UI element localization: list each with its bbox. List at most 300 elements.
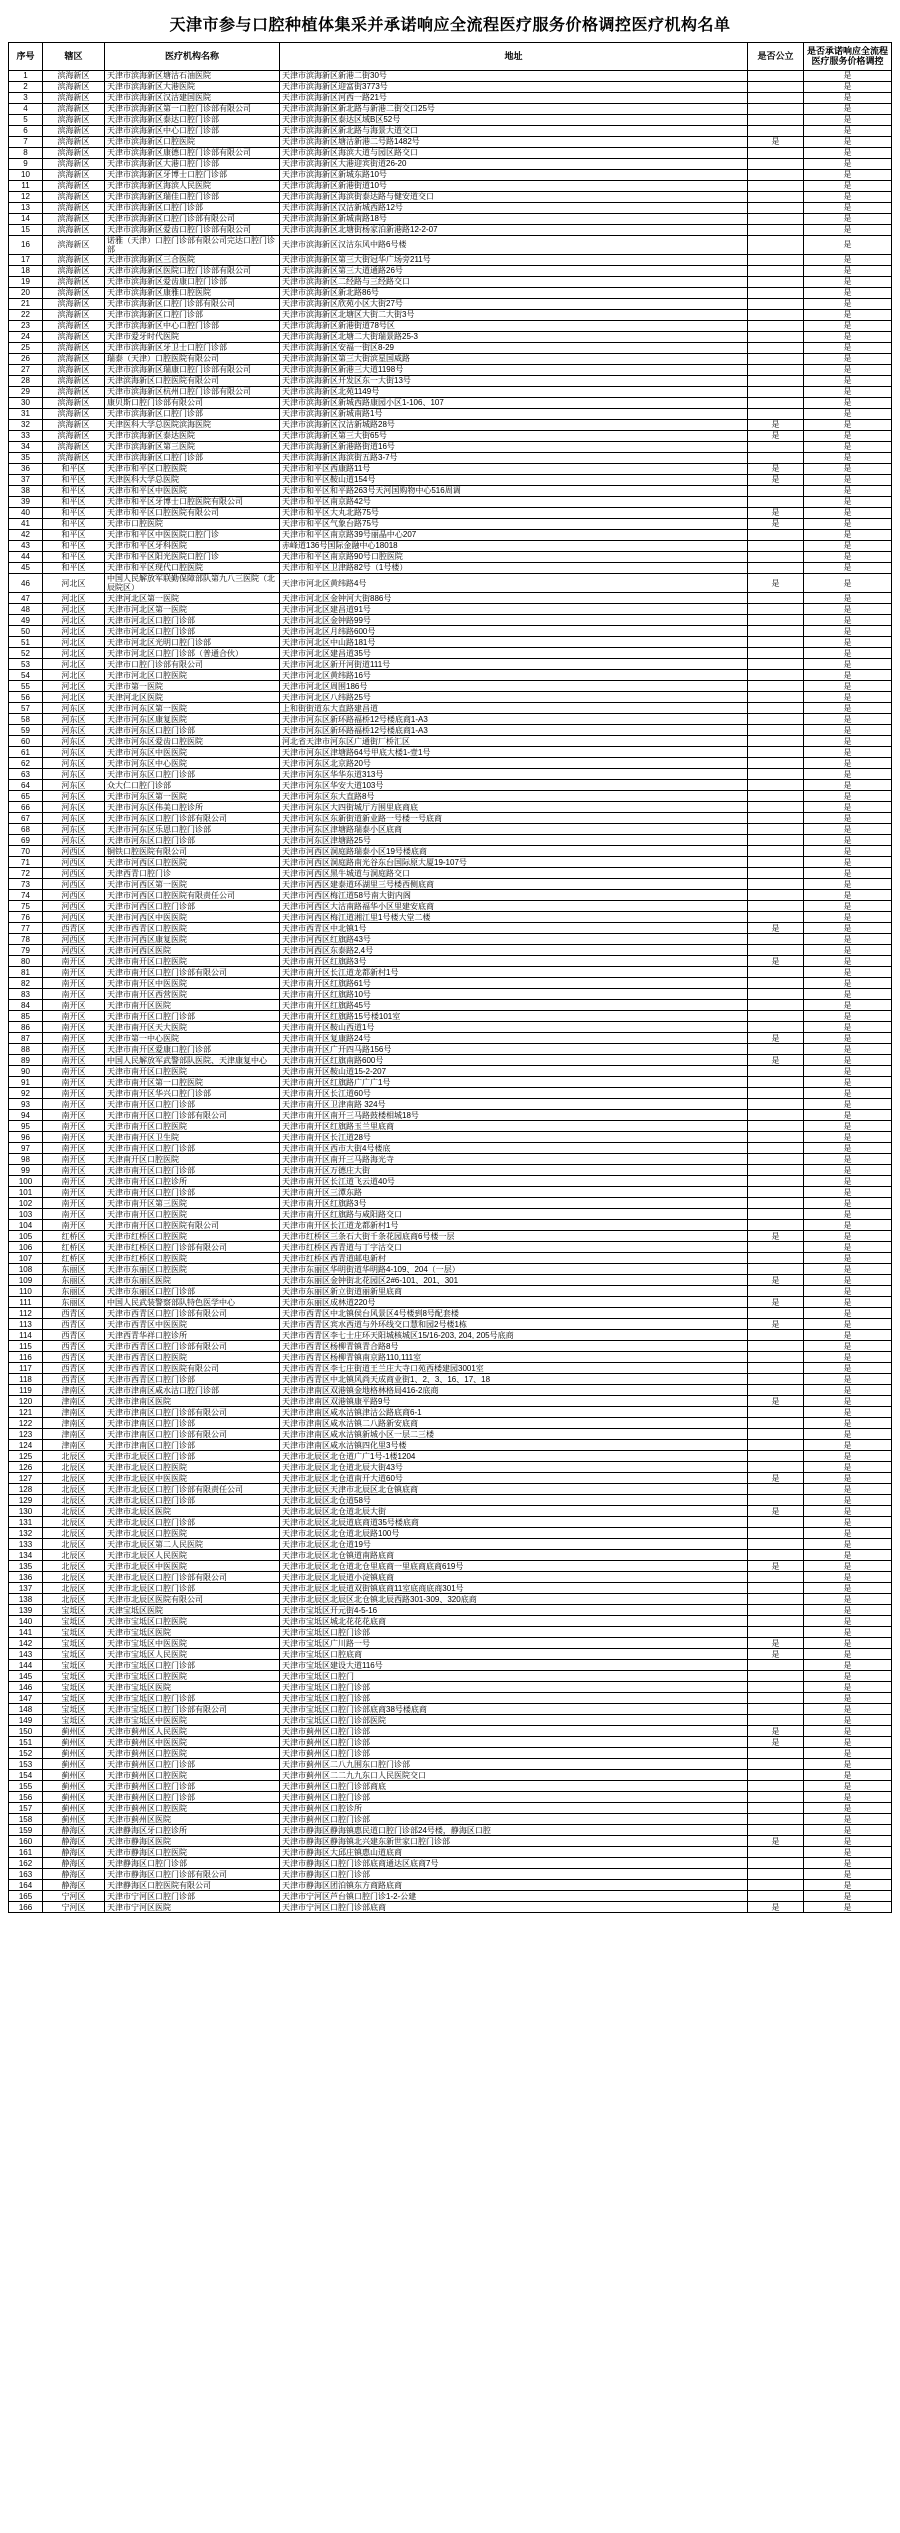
cell-is-public (748, 901, 804, 912)
cell-is-public: 是 (748, 1231, 804, 1242)
table-row (9, 1297, 892, 1308)
table-row (9, 530, 892, 541)
table-row (9, 1176, 892, 1187)
cell-is-public (748, 758, 804, 769)
cell-org-name: 天津市北辰区医院 (105, 1506, 280, 1517)
cell-address: 天津市滨海新区海滨街泰达路与健安道交口 (280, 191, 748, 202)
cell-price-commitment: 是 (804, 802, 892, 813)
table-row (9, 747, 892, 758)
cell-price-commitment: 是 (804, 1858, 892, 1869)
cell-address: 天津市津南区双港镇康平路9号 (280, 1396, 748, 1407)
table-row (9, 1858, 892, 1869)
table-row (9, 1319, 892, 1330)
cell-org-name: 天津市滨海新区爱齿口腔门诊部有限公司 (105, 224, 280, 235)
cell-org-name: 天津市津南区口腔门诊部有限公司 (105, 1407, 280, 1418)
cell-address: 天津市北辰区天津市北辰区北仓镇底商 (280, 1484, 748, 1495)
cell-index: 105 (9, 1231, 43, 1242)
cell-address: 天津市河北区黄纬路16号 (280, 670, 748, 681)
cell-district: 滨海新区 (43, 398, 105, 409)
cell-index: 149 (9, 1715, 43, 1726)
table-row (9, 1242, 892, 1253)
cell-org-name: 天津市北辰区中医医院 (105, 1473, 280, 1484)
cell-district: 北辰区 (43, 1583, 105, 1594)
cell-is-public (748, 288, 804, 299)
cell-index: 55 (9, 681, 43, 692)
cell-index: 99 (9, 1165, 43, 1176)
cell-district: 西青区 (43, 1341, 105, 1352)
cell-price-commitment: 是 (804, 1187, 892, 1198)
cell-is-public: 是 (748, 1055, 804, 1066)
cell-org-name: 天津市南开区口腔医院 (105, 956, 280, 967)
cell-district: 南开区 (43, 1220, 105, 1231)
cell-address: 天津市静海区大邱庄镇惠山道底商 (280, 1847, 748, 1858)
cell-is-public (748, 1132, 804, 1143)
cell-district: 北辰区 (43, 1517, 105, 1528)
cell-address: 天津市西青区中北镇侯台风景区4号楼到8号配套楼 (280, 1308, 748, 1319)
cell-price-commitment: 是 (804, 1682, 892, 1693)
cell-district: 宝坻区 (43, 1693, 105, 1704)
cell-price-commitment: 是 (804, 191, 892, 202)
cell-is-public (748, 1572, 804, 1583)
cell-index: 128 (9, 1484, 43, 1495)
cell-org-name: 中国人民解放军联勤保障部队第九八三医院（北辰院区） (105, 574, 280, 593)
cell-district: 静海区 (43, 1858, 105, 1869)
cell-is-public (748, 70, 804, 81)
table-row (9, 475, 892, 486)
cell-is-public (748, 692, 804, 703)
cell-address: 赤峰道136号国际金融中心18018 (280, 541, 748, 552)
cell-index: 48 (9, 604, 43, 615)
cell-price-commitment: 是 (804, 420, 892, 431)
cell-price-commitment: 是 (804, 541, 892, 552)
cell-index: 12 (9, 191, 43, 202)
cell-org-name: 天津市滨海新区医院口腔门诊部有限公司 (105, 266, 280, 277)
table-row (9, 1715, 892, 1726)
cell-org-name: 天津市北辰区口腔门诊部 (105, 1583, 280, 1594)
table-row (9, 1308, 892, 1319)
cell-district: 滨海新区 (43, 92, 105, 103)
table-row (9, 288, 892, 299)
cell-address: 河北省天津市河东区广通街厂桥汇区 (280, 736, 748, 747)
cell-index: 65 (9, 791, 43, 802)
cell-district: 滨海新区 (43, 409, 105, 420)
cell-district: 北辰区 (43, 1473, 105, 1484)
cell-index: 126 (9, 1462, 43, 1473)
cell-district: 河北区 (43, 593, 105, 604)
cell-index: 89 (9, 1055, 43, 1066)
table-row (9, 354, 892, 365)
cell-address: 天津市滨海新区欣苑小区大街27号 (280, 299, 748, 310)
table-row (9, 431, 892, 442)
cell-district: 河东区 (43, 758, 105, 769)
cell-index: 82 (9, 978, 43, 989)
cell-district: 宝坻区 (43, 1715, 105, 1726)
cell-org-name: 天津市北辰区口腔医院 (105, 1462, 280, 1473)
cell-price-commitment: 是 (804, 1704, 892, 1715)
cell-price-commitment: 是 (804, 1836, 892, 1847)
cell-address: 天津市宝坻区口腔门诊部 (280, 1682, 748, 1693)
cell-org-name: 天津市滨海新区口腔门诊部 (105, 202, 280, 213)
cell-district: 河东区 (43, 813, 105, 824)
cell-index: 84 (9, 1000, 43, 1011)
cell-org-name: 天津市河北区口腔医院 (105, 670, 280, 681)
cell-price-commitment: 是 (804, 1154, 892, 1165)
cell-address: 天津市河东区东大直路8号 (280, 791, 748, 802)
table-row (9, 365, 892, 376)
cell-district: 滨海新区 (43, 266, 105, 277)
cell-district: 宁河区 (43, 1902, 105, 1913)
cell-index: 1 (9, 70, 43, 81)
table-row (9, 1902, 892, 1913)
cell-district: 滨海新区 (43, 169, 105, 180)
table-row (9, 956, 892, 967)
cell-index: 86 (9, 1022, 43, 1033)
cell-org-name: 天津市宝坻区口腔医院 (105, 1671, 280, 1682)
cell-is-public: 是 (748, 1275, 804, 1286)
table-row (9, 453, 892, 464)
table-row (9, 1660, 892, 1671)
cell-is-public: 是 (748, 1737, 804, 1748)
table-row (9, 1704, 892, 1715)
cell-index: 85 (9, 1011, 43, 1022)
cell-is-public (748, 1308, 804, 1319)
cell-address: 天津市南开区卫津南路 324号 (280, 1099, 748, 1110)
cell-district: 河北区 (43, 659, 105, 670)
cell-index: 21 (9, 299, 43, 310)
table-row (9, 1451, 892, 1462)
cell-org-name: 天津市南开区口腔门诊部 (105, 1099, 280, 1110)
cell-is-public (748, 1066, 804, 1077)
cell-price-commitment: 是 (804, 321, 892, 332)
cell-district: 南开区 (43, 1099, 105, 1110)
table-row (9, 1781, 892, 1792)
cell-index: 134 (9, 1550, 43, 1561)
cell-address: 天津市河东区东新街道新业路一号楼一号底商 (280, 813, 748, 824)
table-row (9, 1143, 892, 1154)
cell-is-public (748, 824, 804, 835)
cell-district: 北辰区 (43, 1451, 105, 1462)
cell-index: 133 (9, 1539, 43, 1550)
cell-is-public (748, 103, 804, 114)
cell-address: 天津市滨海新区二经路与三经路交口 (280, 277, 748, 288)
cell-index: 17 (9, 255, 43, 266)
cell-index: 61 (9, 747, 43, 758)
table-row (9, 277, 892, 288)
table-row (9, 637, 892, 648)
cell-index: 60 (9, 736, 43, 747)
cell-index: 101 (9, 1187, 43, 1198)
cell-org-name: 天津市河东区中心医院 (105, 758, 280, 769)
cell-index: 81 (9, 967, 43, 978)
cell-district: 静海区 (43, 1825, 105, 1836)
cell-price-commitment: 是 (804, 376, 892, 387)
cell-price-commitment: 是 (804, 1022, 892, 1033)
cell-district: 滨海新区 (43, 136, 105, 147)
cell-address: 天津市河西区梅江道湘江里1号楼大堂二楼 (280, 912, 748, 923)
cell-district: 滨海新区 (43, 125, 105, 136)
cell-address: 天津市宁河区芦台镇口腔门诊1-2-公建 (280, 1891, 748, 1902)
col-address: 地址 (280, 43, 748, 71)
cell-address: 天津市东丽区金钟街北花园区2#6-101、201、301 (280, 1275, 748, 1286)
cell-district: 河西区 (43, 857, 105, 868)
cell-address: 天津市蓟州区口腔门诊部 (280, 1737, 748, 1748)
cell-price-commitment: 是 (804, 1176, 892, 1187)
cell-index: 34 (9, 442, 43, 453)
cell-district: 滨海新区 (43, 453, 105, 464)
cell-is-public (748, 934, 804, 945)
cell-price-commitment: 是 (804, 1352, 892, 1363)
table-row (9, 1539, 892, 1550)
col-price-commitment: 是否承诺响应全流程医疗服务价格调控 (804, 43, 892, 71)
cell-price-commitment: 是 (804, 1429, 892, 1440)
cell-district: 和平区 (43, 475, 105, 486)
cell-address: 天津市河西区东泰路2,4号 (280, 945, 748, 956)
table-row (9, 692, 892, 703)
cell-price-commitment: 是 (804, 1462, 892, 1473)
cell-district: 蓟州区 (43, 1781, 105, 1792)
cell-district: 滨海新区 (43, 213, 105, 224)
cell-price-commitment: 是 (804, 637, 892, 648)
cell-index: 152 (9, 1748, 43, 1759)
table-row (9, 1770, 892, 1781)
cell-price-commitment: 是 (804, 235, 892, 254)
cell-price-commitment: 是 (804, 934, 892, 945)
cell-address: 天津市津南区双港镇金地格林格局416-2底商 (280, 1385, 748, 1396)
cell-is-public: 是 (748, 574, 804, 593)
cell-index: 120 (9, 1396, 43, 1407)
table-row (9, 1682, 892, 1693)
cell-price-commitment: 是 (804, 1077, 892, 1088)
table-row (9, 299, 892, 310)
cell-index: 19 (9, 277, 43, 288)
cell-index: 159 (9, 1825, 43, 1836)
table-row (9, 343, 892, 354)
table-row (9, 1880, 892, 1891)
cell-org-name: 天津市河东区口腔门诊部 (105, 769, 280, 780)
cell-address: 天津市滨海新区海滨街五路3-7号 (280, 453, 748, 464)
cell-price-commitment: 是 (804, 1726, 892, 1737)
cell-index: 107 (9, 1253, 43, 1264)
cell-is-public (748, 299, 804, 310)
table-row (9, 791, 892, 802)
cell-org-name: 天津市滨海新区汉沽建国医院 (105, 92, 280, 103)
cell-address: 天津市静海区口腔门诊部底商通达区底商7号 (280, 1858, 748, 1869)
cell-org-name: 康贝斯口腔门诊部有限公司 (105, 398, 280, 409)
cell-org-name: 天津市滨海新区大港医院 (105, 81, 280, 92)
cell-org-name: 天津市蓟州区口腔医院 (105, 1803, 280, 1814)
cell-index: 163 (9, 1869, 43, 1880)
cell-index: 3 (9, 92, 43, 103)
cell-price-commitment: 是 (804, 1363, 892, 1374)
cell-index: 27 (9, 365, 43, 376)
cell-is-public (748, 343, 804, 354)
cell-is-public (748, 1539, 804, 1550)
table-row (9, 486, 892, 497)
cell-index: 113 (9, 1319, 43, 1330)
cell-is-public (748, 593, 804, 604)
cell-price-commitment: 是 (804, 213, 892, 224)
cell-is-public (748, 1704, 804, 1715)
cell-price-commitment: 是 (804, 1583, 892, 1594)
table-row (9, 1022, 892, 1033)
table-row (9, 1077, 892, 1088)
cell-address: 天津市滨海新区北塘区大街二大街3号 (280, 310, 748, 321)
cell-is-public (748, 725, 804, 736)
cell-price-commitment: 是 (804, 901, 892, 912)
table-row (9, 857, 892, 868)
cell-address: 天津市北辰区北仓道广广1号-1楼1204 (280, 1451, 748, 1462)
cell-is-public (748, 1616, 804, 1627)
cell-index: 162 (9, 1858, 43, 1869)
cell-index: 39 (9, 497, 43, 508)
cell-org-name: 天津市北辰区中医医院 (105, 1561, 280, 1572)
cell-index: 50 (9, 626, 43, 637)
cell-district: 滨海新区 (43, 332, 105, 343)
cell-org-name: 天津市滨海新区三合医院 (105, 255, 280, 266)
cell-district: 滨海新区 (43, 81, 105, 92)
cell-address: 天津市北辰区北辰区北仓镇北辰西路301-309、320底商 (280, 1594, 748, 1605)
cell-address: 天津市南开区万德庄大街 (280, 1165, 748, 1176)
cell-address: 天津市和平区南京路42号 (280, 497, 748, 508)
cell-index: 49 (9, 615, 43, 626)
cell-org-name: 天津市第一中心医院 (105, 1033, 280, 1044)
cell-is-public (748, 1000, 804, 1011)
medical-institutions-table (8, 42, 892, 1913)
cell-price-commitment: 是 (804, 769, 892, 780)
cell-address: 天津市和平区大丸北路75号 (280, 508, 748, 519)
cell-index: 92 (9, 1088, 43, 1099)
table-row (9, 1220, 892, 1231)
cell-address: 天津市滨海新区汉沽新城西路12号 (280, 202, 748, 213)
cell-index: 22 (9, 310, 43, 321)
cell-org-name: 天津市宝坻区口腔门诊部有限公司 (105, 1704, 280, 1715)
cell-is-public (748, 1847, 804, 1858)
table-row (9, 563, 892, 574)
cell-district: 南开区 (43, 978, 105, 989)
cell-address: 天津市河东区津塘路64号甲底大楼1-壹1号 (280, 747, 748, 758)
table-row (9, 1385, 892, 1396)
cell-is-public (748, 879, 804, 890)
table-row (9, 464, 892, 475)
cell-district: 河西区 (43, 912, 105, 923)
cell-index: 125 (9, 1451, 43, 1462)
table-row (9, 1825, 892, 1836)
cell-is-public (748, 563, 804, 574)
cell-is-public (748, 703, 804, 714)
cell-index: 146 (9, 1682, 43, 1693)
cell-address: 天津市南开区鞍山道15-2-207 (280, 1066, 748, 1077)
cell-is-public (748, 224, 804, 235)
cell-org-name: 天津市西青区口腔医院有限公司 (105, 1363, 280, 1374)
cell-org-name: 天津市红桥区口腔医院 (105, 1231, 280, 1242)
table-row (9, 1396, 892, 1407)
cell-address: 天津市南开区长江道28号 (280, 1132, 748, 1143)
table-row (9, 1132, 892, 1143)
table-row (9, 1693, 892, 1704)
cell-is-public (748, 398, 804, 409)
cell-org-name: 天津市滨海新区中心口腔门诊部 (105, 125, 280, 136)
cell-org-name: 天津静海区牙口腔诊所 (105, 1825, 280, 1836)
cell-price-commitment: 是 (804, 956, 892, 967)
cell-index: 132 (9, 1528, 43, 1539)
table-row (9, 1275, 892, 1286)
cell-is-public (748, 92, 804, 103)
cell-is-public (748, 1110, 804, 1121)
cell-price-commitment: 是 (804, 1374, 892, 1385)
cell-address: 天津市北辰区北仓道南开大道60号 (280, 1473, 748, 1484)
cell-district: 南开区 (43, 1154, 105, 1165)
cell-price-commitment: 是 (804, 1638, 892, 1649)
cell-org-name: 天津市河东区中医医院 (105, 747, 280, 758)
table-row (9, 1154, 892, 1165)
cell-price-commitment: 是 (804, 1198, 892, 1209)
cell-price-commitment: 是 (804, 1550, 892, 1561)
cell-is-public (748, 1517, 804, 1528)
cell-index: 103 (9, 1209, 43, 1220)
cell-index: 102 (9, 1198, 43, 1209)
cell-price-commitment: 是 (804, 277, 892, 288)
cell-address: 天津市南开区红旗路10号 (280, 989, 748, 1000)
cell-address: 天津市北辰区北仓道北辰路100号 (280, 1528, 748, 1539)
cell-price-commitment: 是 (804, 398, 892, 409)
cell-index: 141 (9, 1627, 43, 1638)
cell-is-public (748, 81, 804, 92)
cell-org-name: 天津市东丽区医院 (105, 1275, 280, 1286)
table-row (9, 1198, 892, 1209)
cell-is-public (748, 1011, 804, 1022)
cell-index: 122 (9, 1418, 43, 1429)
cell-is-public (748, 191, 804, 202)
cell-is-public: 是 (748, 475, 804, 486)
cell-org-name: 天津市第一医院 (105, 681, 280, 692)
cell-district: 河北区 (43, 626, 105, 637)
cell-org-name: 天津市蓟州区口腔门诊部 (105, 1781, 280, 1792)
cell-price-commitment: 是 (804, 736, 892, 747)
cell-address: 天津市南开区红旗路3号 (280, 956, 748, 967)
cell-org-name: 天津市西青区口腔医院 (105, 1352, 280, 1363)
cell-price-commitment: 是 (804, 1902, 892, 1913)
cell-is-public: 是 (748, 519, 804, 530)
cell-is-public: 是 (748, 1902, 804, 1913)
table-header (9, 43, 892, 71)
cell-district: 宝坻区 (43, 1660, 105, 1671)
cell-address: 天津市西青区中北镇1号 (280, 923, 748, 934)
cell-is-public (748, 1429, 804, 1440)
cell-price-commitment: 是 (804, 1308, 892, 1319)
table-row (9, 235, 892, 254)
cell-price-commitment: 是 (804, 202, 892, 213)
cell-price-commitment: 是 (804, 1209, 892, 1220)
cell-index: 11 (9, 180, 43, 191)
cell-org-name: 天津市和平区牙博士口腔医院有限公司 (105, 497, 280, 508)
cell-org-name: 天津市南开区口腔门诊部 (105, 1011, 280, 1022)
cell-is-public (748, 736, 804, 747)
cell-address: 天津市河西区建泰道环湖里三号楼西侧底商 (280, 879, 748, 890)
table-row (9, 626, 892, 637)
cell-org-name: 天津市南开区口腔医院 (105, 1066, 280, 1077)
cell-is-public (748, 1077, 804, 1088)
cell-price-commitment: 是 (804, 464, 892, 475)
cell-address: 天津市河东区新环路福桥12号楼底商1-A3 (280, 725, 748, 736)
cell-index: 74 (9, 890, 43, 901)
cell-is-public (748, 978, 804, 989)
cell-index: 98 (9, 1154, 43, 1165)
cell-org-name: 天津市南开区天大医院 (105, 1022, 280, 1033)
table-row (9, 1231, 892, 1242)
cell-district: 和平区 (43, 563, 105, 574)
cell-org-name: 天津市和平区中医医院 (105, 486, 280, 497)
cell-index: 121 (9, 1407, 43, 1418)
